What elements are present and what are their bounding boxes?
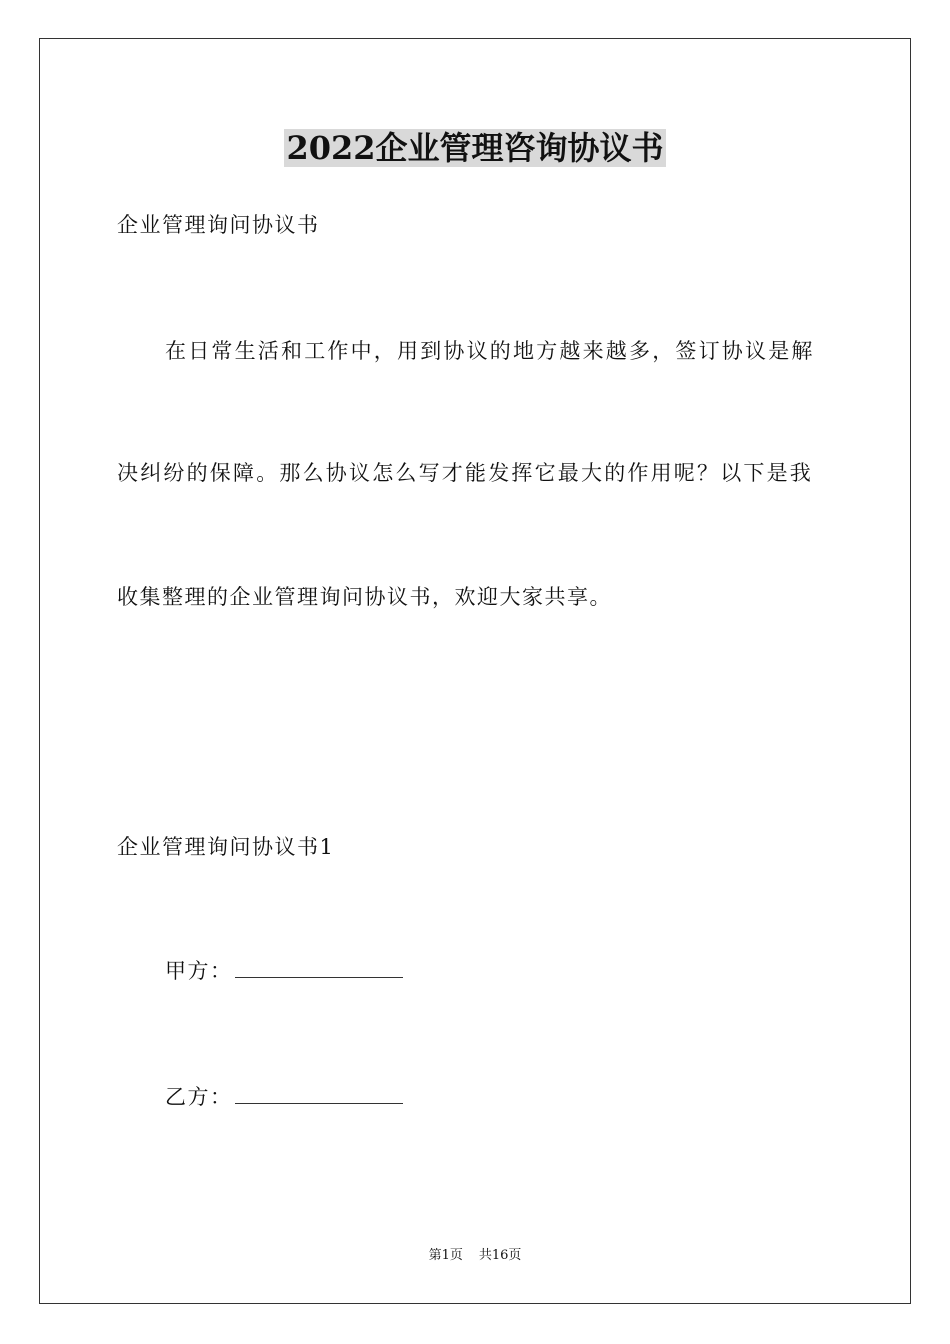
document-title	[0, 126, 950, 170]
intro-paragraph-line-3: 收集整理的企业管理询问协议书，欢迎大家共享。	[117, 585, 612, 609]
document-title-text: 2022企业管理咨询协议书	[286, 129, 664, 167]
party-b-label: 乙方：	[165, 1085, 233, 1109]
party-b-blank-line	[235, 1085, 403, 1104]
document-subtitle: 企业管理询问协议书	[117, 213, 320, 237]
page-number-total: 共16页	[478, 1248, 522, 1263]
page-number-current: 第1页	[428, 1248, 463, 1263]
party-a-label: 甲方：	[165, 959, 233, 983]
party-a-row	[165, 956, 403, 986]
party-b-row	[165, 1082, 403, 1112]
party-a-blank-line	[235, 959, 403, 978]
section-heading: 企业管理询问协议书1	[117, 835, 335, 859]
intro-paragraph-line-2: 决纠纷的保障。那么协议怎么写才能发挥它最大的作用呢？以下是我	[117, 461, 813, 485]
page-footer	[0, 1247, 950, 1265]
intro-paragraph-line-1: 在日常生活和工作中，用到协议的地方越来越多，签订协议是解	[165, 339, 815, 363]
